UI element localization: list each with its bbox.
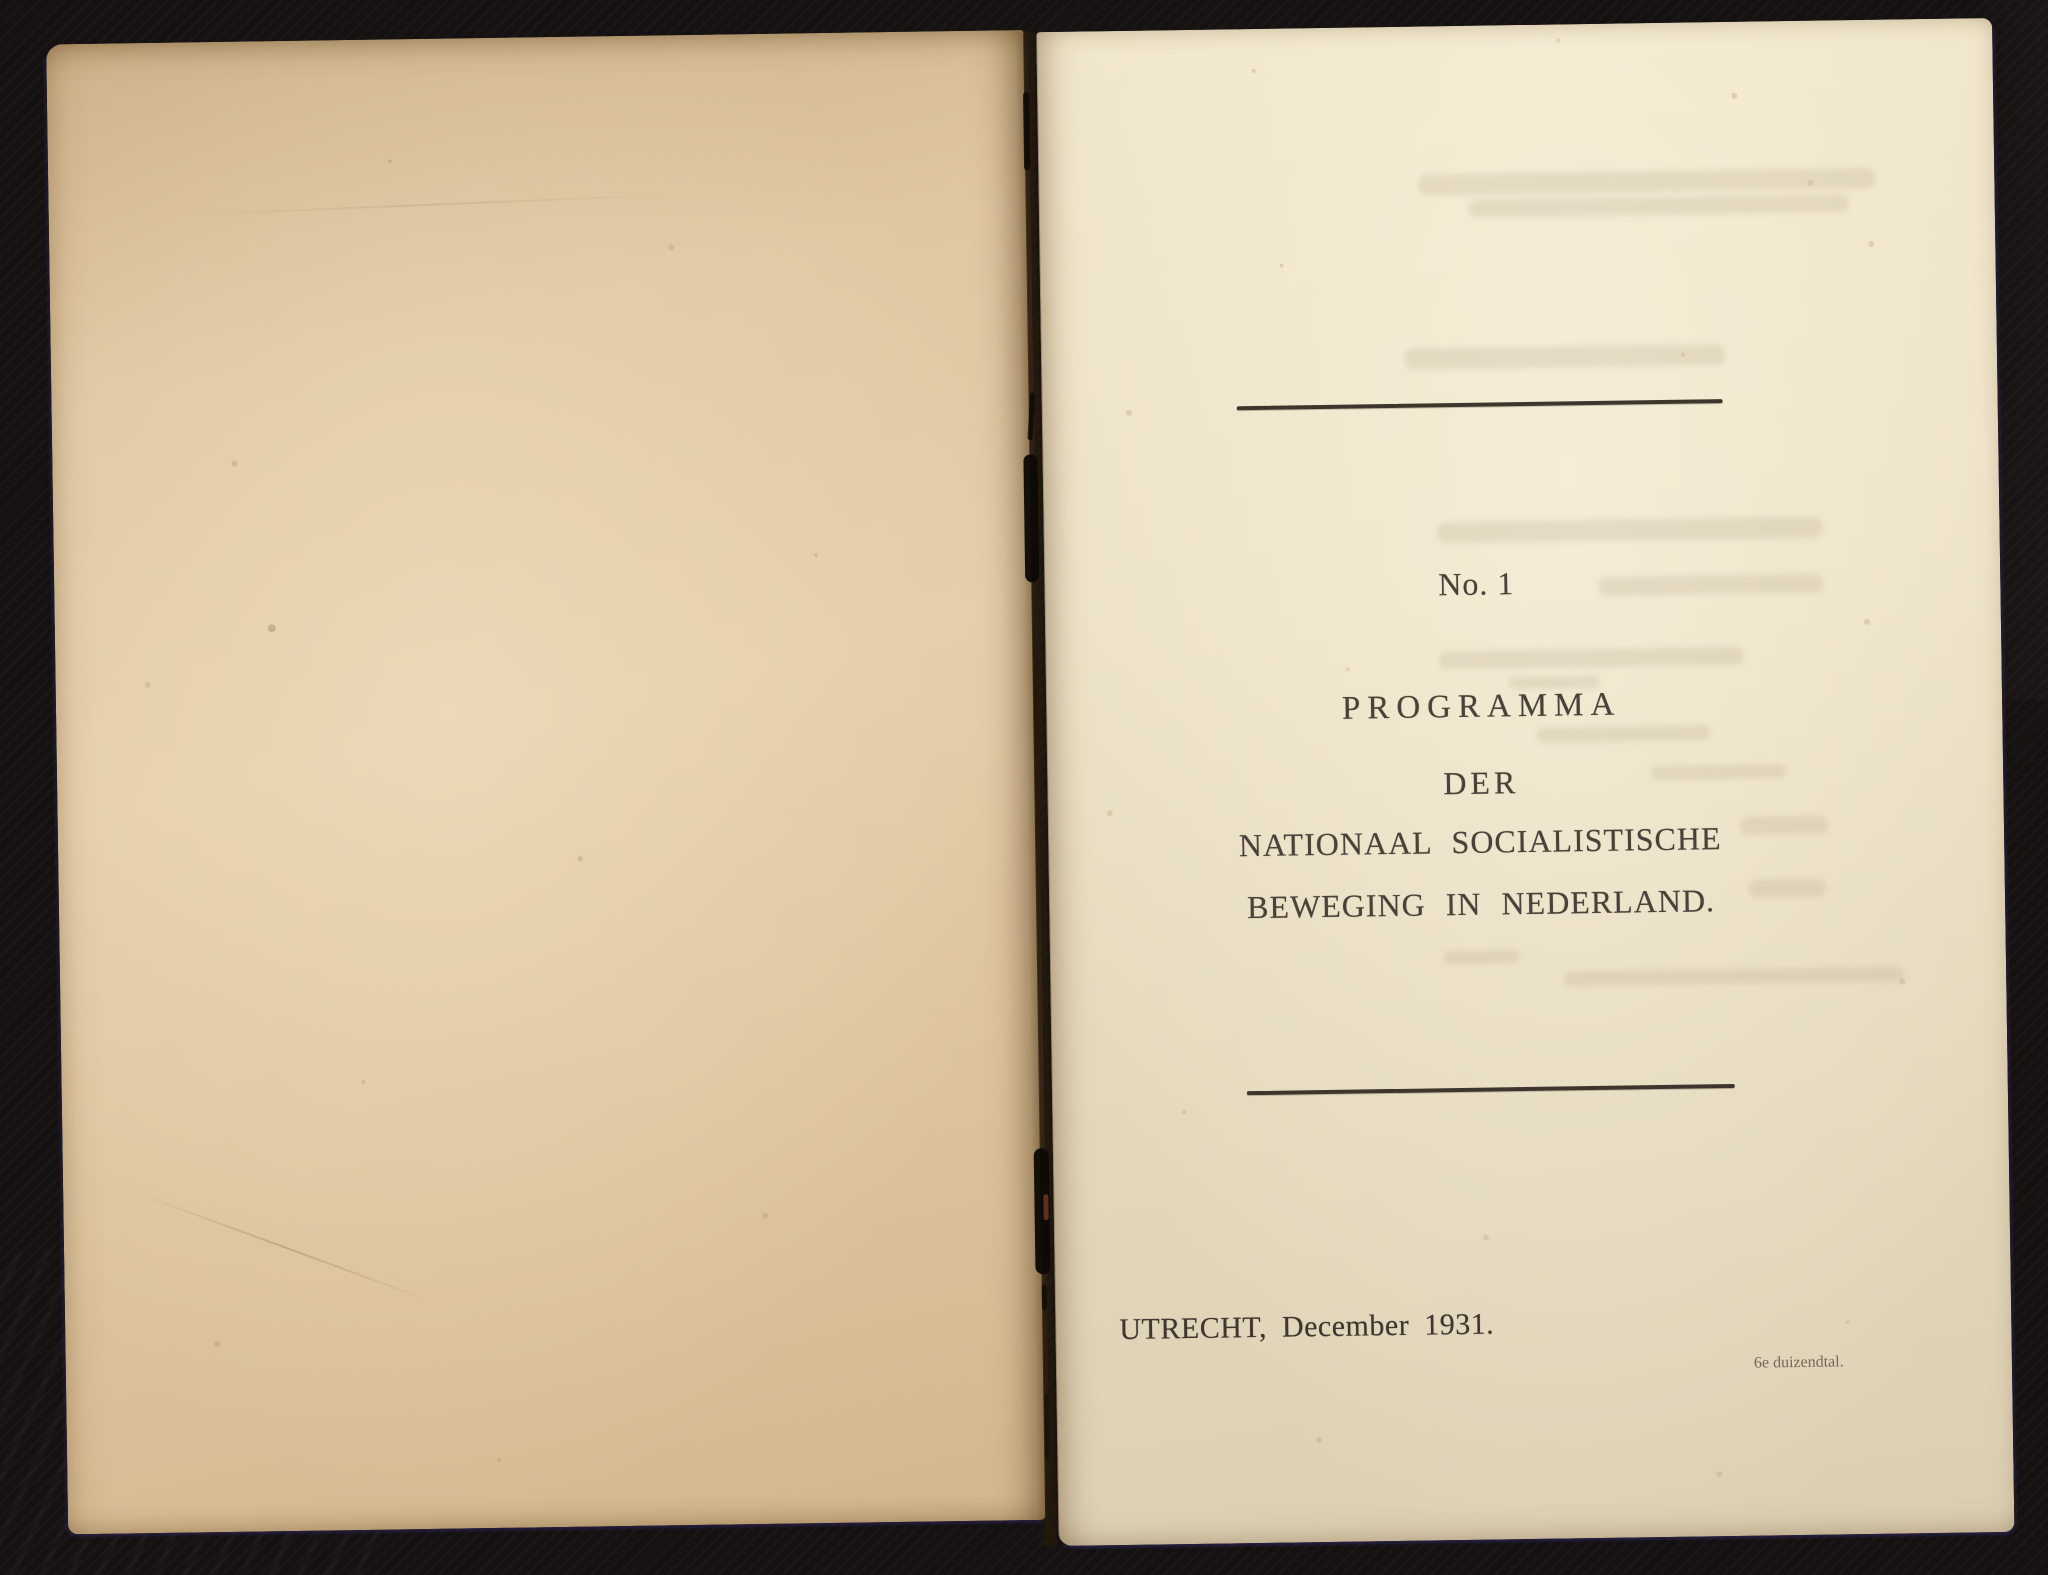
binding-thread <box>1043 1194 1048 1220</box>
imprint-place-date: UTRECHT, December 1931. <box>1119 1307 1495 1347</box>
bottom-rule <box>1247 1084 1735 1095</box>
show-through-mark <box>1444 950 1520 964</box>
show-through-mark <box>1536 725 1710 743</box>
binding-stitch <box>1042 1284 1047 1310</box>
binding-stitch <box>1034 1148 1051 1274</box>
foxing-spots <box>388 159 392 163</box>
foxing-spots <box>1252 69 1256 73</box>
title-page <box>1036 18 2014 1546</box>
title-word-der: DER <box>1443 764 1520 802</box>
show-through-mark <box>1418 168 1875 196</box>
show-through-mark <box>1564 966 1904 986</box>
binding-stitch <box>1023 92 1030 170</box>
paper-crease <box>169 193 689 216</box>
show-through-mark <box>1437 517 1822 544</box>
show-through-mark <box>1439 647 1744 670</box>
binding-stitch <box>1023 454 1039 582</box>
title-line-nationaal-socialistische: NATIONAAL SOCIALISTISCHE <box>1238 820 1722 864</box>
binding-stitch <box>1044 1394 1049 1458</box>
edition-note: 6e duizendtal. <box>1753 1353 1844 1372</box>
show-through-mark <box>1405 344 1725 370</box>
top-rule <box>1237 399 1723 410</box>
issue-number: No. 1 <box>1438 565 1515 603</box>
left-blank-page <box>46 30 1046 1534</box>
title-word-programma: PROGRAMMA <box>1341 686 1622 727</box>
title-line-beweging-in-nederland: BEWEGING IN NEDERLAND. <box>1246 882 1716 926</box>
paper-crease <box>133 1191 434 1303</box>
show-through-mark <box>1469 194 1849 218</box>
